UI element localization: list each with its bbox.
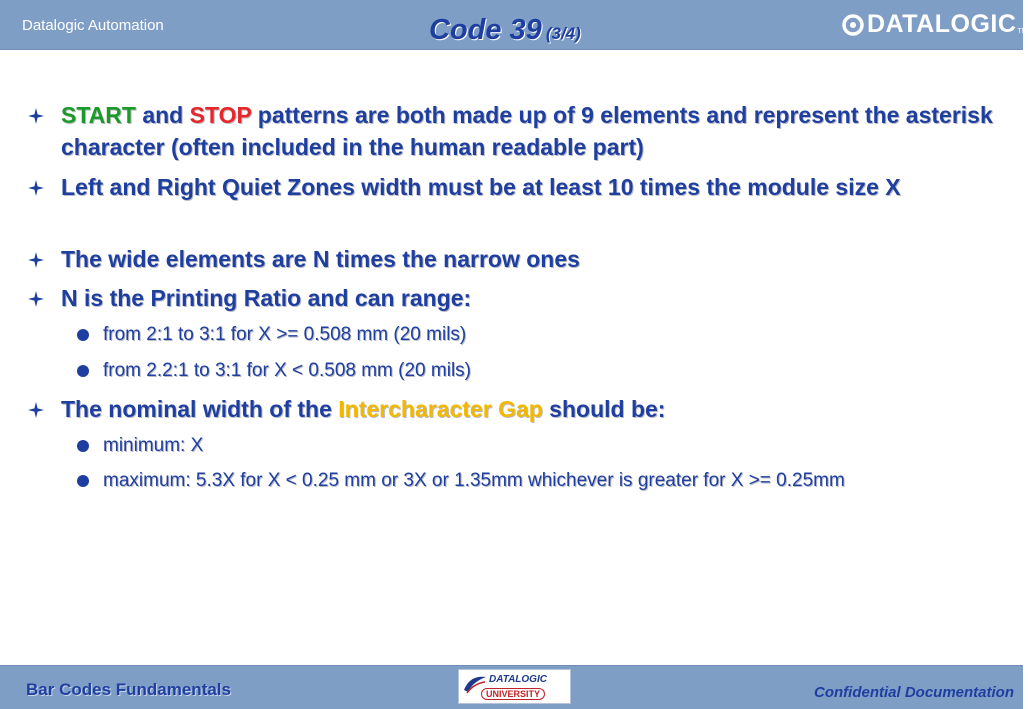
bullet-text: should be: — [542, 396, 666, 422]
bullet-text: The nominal width of the — [61, 396, 339, 422]
keyword-stop: STOP — [189, 102, 252, 128]
bullet-wide-elements: The wide elements are N times the narrow ones — [61, 246, 580, 272]
sub-bullet-gap-max: maximum: 5.3X for X < 0.25 mm or 3X or 1.35mm whichever is greater for X >= 0.25mm — [103, 470, 845, 491]
footer-course-title: Bar Codes Fundamentals — [26, 680, 231, 699]
sub-bullet-gap-min: minimum: X — [103, 435, 204, 456]
title-page-indicator: (3/4) — [545, 24, 581, 43]
datalogic-logo-text: DATALOGIC — [867, 10, 1017, 38]
bullet-text: and — [135, 102, 190, 128]
bullet-start-stop — [61, 99, 1006, 163]
round-bullet-icon — [77, 440, 89, 452]
sub-bullet-ratio-2: from 2.2:1 to 3:1 for X < 0.508 mm (20 mils) — [103, 360, 472, 381]
bullet-intercharacter-gap — [61, 393, 1006, 425]
university-logo-brand: DATALOGIC — [489, 674, 547, 685]
round-bullet-icon — [77, 365, 89, 377]
four-point-star-bullet-icon — [28, 402, 44, 418]
four-point-star-bullet-icon — [28, 180, 44, 196]
bullet-text: patterns are both made up of 9 elements and represent the asterisk character (often included in the human readable part) — [61, 102, 993, 160]
company-name: Datalogic Automation — [22, 17, 164, 34]
trademark-mark: TM — [1017, 28, 1028, 35]
round-bullet-icon — [77, 329, 89, 341]
four-point-star-bullet-icon — [28, 108, 44, 124]
footer-confidential-label: Confidential Documentation — [814, 684, 1014, 701]
round-bullet-icon — [77, 475, 89, 487]
bullet-quiet-zones: Left and Right Quiet Zones width must be at least 10 times the module size X — [61, 174, 901, 200]
keyword-intercharacter-gap: Intercharacter Gap — [338, 396, 543, 422]
bullet-printing-ratio: N is the Printing Ratio and can range: — [61, 285, 472, 311]
four-point-star-bullet-icon — [28, 252, 44, 268]
keyword-start: START — [61, 102, 136, 128]
title-main: Code 39 — [429, 14, 542, 46]
sub-bullet-ratio-1: from 2:1 to 3:1 for X >= 0.508 mm (20 mils) — [103, 324, 467, 345]
university-logo-sub: UNIVERSITY — [481, 688, 545, 700]
four-point-star-bullet-icon — [28, 291, 44, 307]
datalogic-university-logo — [458, 669, 571, 704]
footer-bar — [0, 665, 1023, 709]
